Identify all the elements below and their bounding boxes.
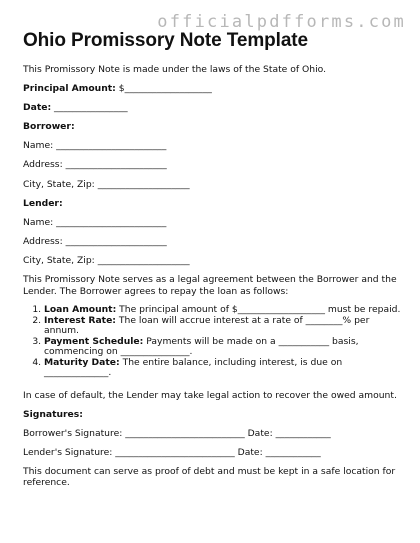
document-title: Ohio Promissory Note Template: [23, 30, 308, 51]
term-interest-rate: [44, 316, 403, 337]
borrower-heading: Borrower:: [23, 121, 75, 133]
date-line: [23, 102, 403, 114]
term-maturity-date: [44, 358, 403, 379]
term-text[interactable]: Payments will be made on a ___________ basis, commencing on _______________.: [44, 335, 359, 358]
principal-amount-line: [23, 83, 403, 95]
lender-signature-field[interactable]: Lender's Signature: __________________________ Date: ____________: [23, 446, 321, 458]
default-clause: In case of default, the Lender may take legal action to recover the owed amount.: [23, 389, 397, 401]
terms-list: [23, 305, 403, 379]
lender-name-field[interactable]: Name: ________________________: [23, 216, 167, 228]
term-text[interactable]: The principal amount of $___________________ must be repaid.: [116, 304, 401, 316]
lender-address-field[interactable]: Address: ______________________: [23, 235, 167, 247]
principal-amount-label: Principal Amount:: [23, 83, 116, 95]
intro-text: This Promissory Note is made under the laws of the State of Ohio.: [23, 64, 327, 75]
borrower-address-field[interactable]: Address: ______________________: [23, 159, 167, 171]
signatures-heading: Signatures:: [23, 408, 83, 420]
term-payment-schedule: [44, 337, 403, 358]
term-label: Payment Schedule:: [44, 335, 144, 347]
footer-note: This document can serve as proof of debt and must be kept in a safe location for reference.: [23, 465, 396, 489]
date-label: Date:: [23, 102, 52, 114]
term-label: Loan Amount:: [44, 304, 117, 316]
term-label: Interest Rate:: [44, 314, 116, 326]
borrower-name-field[interactable]: Name: ________________________: [23, 140, 167, 152]
borrower-signature-field[interactable]: Borrower's Signature: __________________________ Date: ____________: [23, 427, 331, 439]
lender-heading: Lender:: [23, 197, 63, 209]
lender-city-field[interactable]: City, State, Zip: ____________________: [23, 254, 190, 266]
term-label: Maturity Date:: [44, 356, 120, 368]
agreement-text: This Promissory Note serves as a legal agreement between the Borrower and the Lender. The Borrower agrees to repay the loan as follows:: [23, 274, 397, 297]
term-text[interactable]: The entire balance, including interest, is due on ______________.: [44, 356, 343, 379]
principal-amount-field[interactable]: $___________________: [115, 83, 212, 95]
watermark: officialpdfforms.com: [157, 12, 406, 32]
borrower-city-field[interactable]: City, State, Zip: ____________________: [23, 178, 190, 190]
document-body: [23, 30, 403, 489]
date-field[interactable]: ________________: [51, 102, 128, 114]
term-text[interactable]: The loan will accrue interest at a rate of ________% per annum.: [44, 314, 370, 337]
